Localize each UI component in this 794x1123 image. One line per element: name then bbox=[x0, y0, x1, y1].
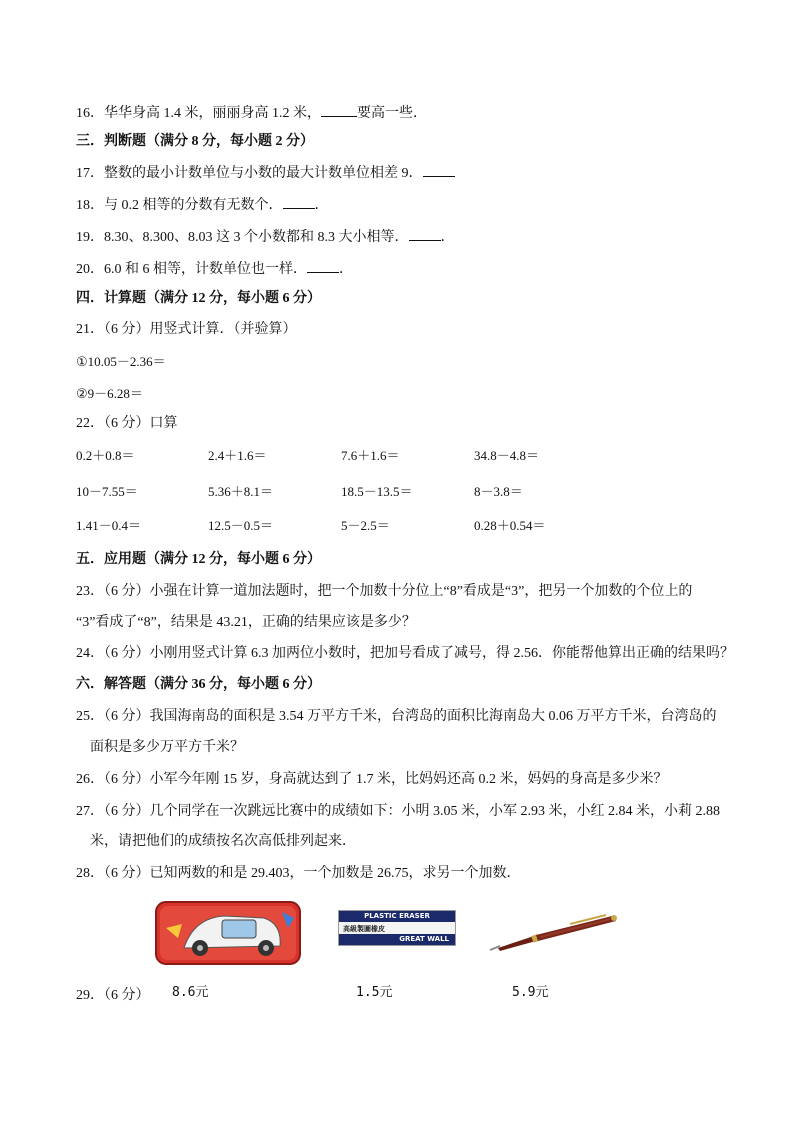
oral-item: 0.2＋0.8＝ bbox=[76, 448, 135, 463]
question-24: 24．（6 分）小刚用竖式计算 6.3 加两位小数时，把加号看成了减号，得 2.56．你能帮他算出正确的结果吗？ bbox=[76, 646, 734, 661]
pen-price: 5.9元 bbox=[512, 985, 549, 1000]
question-29: 29．（6 分） bbox=[76, 988, 150, 1003]
oral-item: 34.8－4.8＝ bbox=[474, 448, 540, 463]
oral-item: 7.6＋1.6＝ bbox=[341, 448, 400, 463]
oral-item: 10－7.55＝ bbox=[76, 484, 138, 499]
pencil-case-price: 8.6元 bbox=[172, 985, 209, 1000]
section-3-heading: 三．判断题（满分 8 分，每小题 2 分） bbox=[76, 134, 314, 149]
oral-item: 1.41－0.4＝ bbox=[76, 518, 142, 533]
eraser-image bbox=[338, 910, 456, 946]
pen-image bbox=[486, 910, 620, 956]
question-19: 19．8.30、8.300、8.03 这 3 个小数都和 8.3 大小相等． ． bbox=[76, 226, 455, 248]
answer-blank[interactable] bbox=[409, 226, 441, 241]
section-5-heading: 五．应用题（满分 12 分，每小题 6 分） bbox=[76, 552, 321, 567]
question-21-part-2: ②9－6.28＝ bbox=[76, 386, 143, 401]
eraser-line: GREAT WALL bbox=[339, 934, 455, 945]
oral-item: 5.36＋8.1＝ bbox=[208, 484, 274, 499]
question-27-line-1: 27．（6 分）几个同学在一次跳远比赛中的成绩如下：小明 3.05 米，小军 2.93 米，小红 2.84 米，小莉 2.88 bbox=[76, 804, 720, 819]
answer-blank[interactable] bbox=[321, 102, 357, 117]
question-23-line-2: “3”看成了“8”，结果是 43.21，正确的结果应该是多少？ bbox=[76, 615, 416, 630]
oral-item: 5－2.5＝ bbox=[341, 518, 390, 533]
question-20: 20．6.0 和 6 相等，计数单位也一样． ． bbox=[76, 258, 353, 280]
question-25-line-1: 25．（6 分）我国海南岛的面积是 3.54 万平方千米，台湾岛的面积比海南岛大 0.06 万平方千米，台湾岛的 bbox=[76, 709, 717, 724]
question-25-line-2: 面积是多少万平方千米？ bbox=[90, 740, 244, 755]
oral-item: 12.5－0.5＝ bbox=[208, 518, 274, 533]
question-17: 17．整数的最小计数单位与小数的最大计数单位相差 9． bbox=[76, 162, 455, 184]
question-26: 26．（6 分）小军今年刚 15 岁，身高就达到了 1.7 米，比妈妈还高 0.2 米，妈妈的身高是多少米？ bbox=[76, 772, 668, 787]
answer-blank[interactable] bbox=[423, 162, 455, 177]
eraser-cn-label: 高級製圖橡皮 bbox=[343, 925, 385, 933]
question-28: 28．（6 分）已知两数的和是 29.403，一个加数是 26.75，求另一个加数． bbox=[76, 866, 521, 881]
section-4-heading: 四．计算题（满分 12 分，每小题 6 分） bbox=[76, 291, 321, 306]
question-16: 16．华华身高 1.4 米，丽丽身高 1.2 米， 要高一些． bbox=[76, 102, 427, 124]
eraser-price: 1.5元 bbox=[356, 985, 393, 1000]
pencil-case-image bbox=[154, 898, 302, 968]
oral-item: 18.5－13.5＝ bbox=[341, 484, 413, 499]
question-21: 21．（6 分）用竖式计算．（并验算） bbox=[76, 322, 297, 337]
oral-item: 8－3.8＝ bbox=[474, 484, 523, 499]
eraser-brand: PLASTIC ERASER bbox=[339, 911, 455, 922]
answer-blank[interactable] bbox=[283, 194, 315, 209]
question-21-part-1: ①10.05－2.36＝ bbox=[76, 354, 166, 369]
oral-item: 2.4＋1.6＝ bbox=[208, 448, 267, 463]
question-23-line-1: 23．（6 分）小强在计算一道加法题时，把一个加数十分位上“8”看成是“3”，把另一个加数的个位上的 bbox=[76, 584, 693, 599]
question-27-line-2: 米，请把他们的成绩按名次高低排列起来． bbox=[90, 834, 356, 849]
oral-item: 0.28＋0.54＝ bbox=[474, 518, 546, 533]
question-18: 18．与 0.2 相等的分数有无数个． ． bbox=[76, 194, 329, 216]
answer-blank[interactable] bbox=[307, 258, 339, 273]
question-22: 22．（6 分）口算 bbox=[76, 416, 178, 431]
section-6-heading: 六．解答题（满分 36 分，每小题 6 分） bbox=[76, 677, 321, 692]
